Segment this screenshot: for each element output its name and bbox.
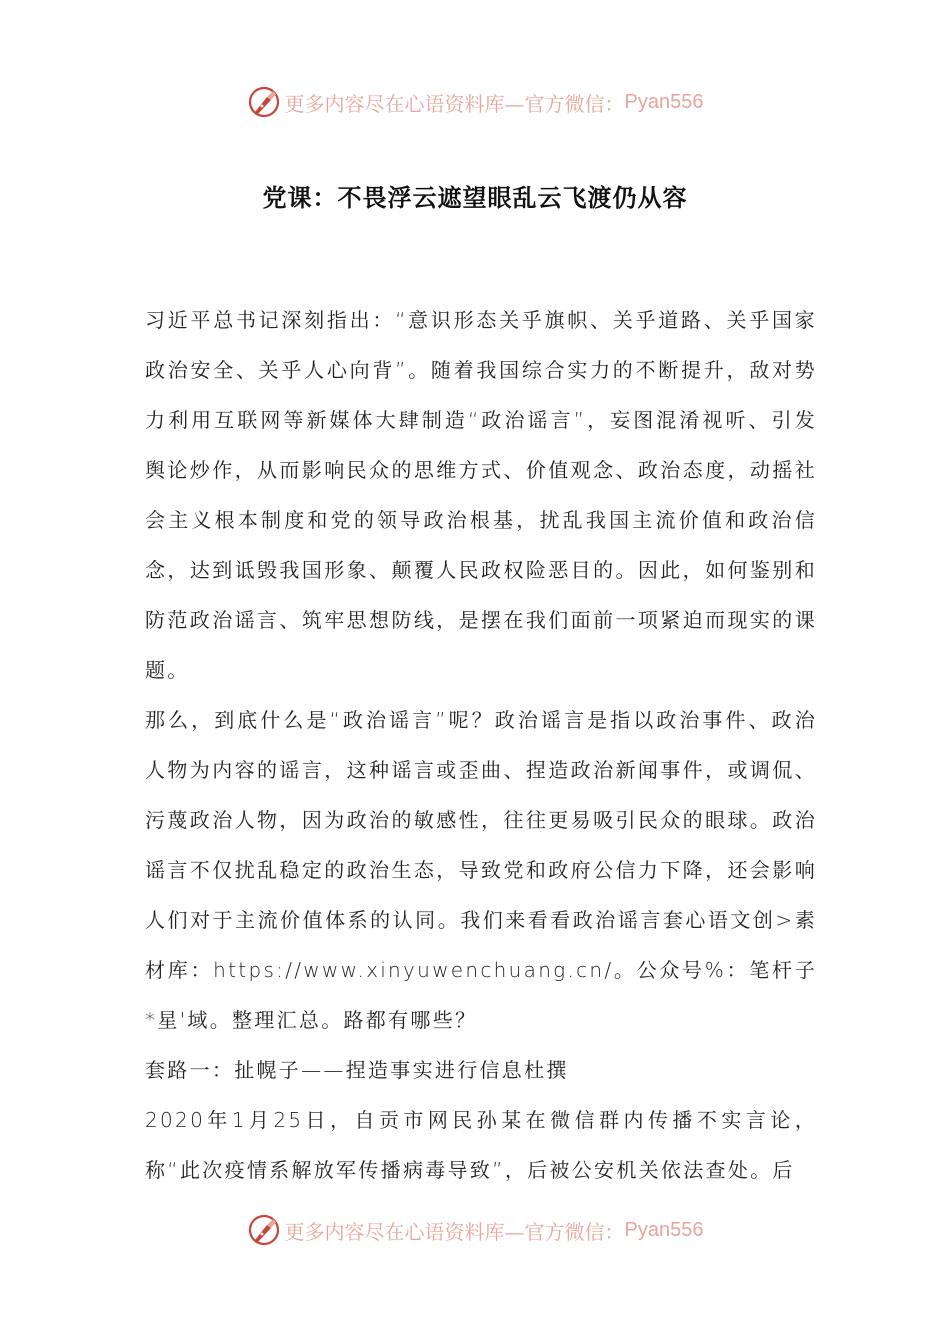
watermark-handle: Pyan556 <box>624 1218 704 1241</box>
watermark-text: 更多内容尽在心语资料库—官方微信： <box>284 91 625 116</box>
watermark-text: 更多内容尽在心语资料库—官方微信： <box>284 1219 625 1244</box>
paragraph: 习近平总书记深刻指出：“意识形态关乎旗帜、关乎道路、关乎国家政治安全、关乎人心向背”。随着我国综合实力的不断提升，敌对势力利用互联网等新媒体大肆制造“政治谣言”，妄图混淆视听、引发舆论炒作，从而影响民众的思维方式、价值观念、政治态度，动摇社会主义根本制度和党的领导政治根基，扰乱我国主流价值和政治信念，达到诋毁我国形象、颠覆人民政权险恶目的。因此，如何鉴别和防范政治谣言、筑牢思想防线，是摆在我们面前一项紧迫而现实的课题。 <box>145 308 817 682</box>
document-body <box>145 295 817 1195</box>
watermark-banner-top <box>0 82 950 122</box>
watermark-banner-bottom <box>0 1210 950 1250</box>
watermark-handle: Pyan556 <box>624 90 704 113</box>
paragraph: 那么，到底什么是“政治谣言”呢？政治谣言是指以政治事件、政治人物为内容的谣言，这种谣言或歪曲、捏造政治新闻事件，或调侃、污蔑政治人物，因为政治的敏感性，往往更易吸引民众的眼球。政治谣言不仅扰乱稳定的政治生态，导致党和政府公信力下降，还会影响人们对于主流价值体系的认同。我们来看看政治谣言套心语文创>素材库：https://www.xinyuwenchuang.cn/。公众号%：笔杆子*星'域。整理汇总。路都有哪些？ <box>145 708 817 1032</box>
pen-nib-logo-icon <box>247 1213 281 1247</box>
paragraph: 2020年1月25日，自贡市网民孙某在微信群内传播不实言论，称“此次疫情系解放军传播病毒导致”，后被公安机关依法查处。后 <box>145 1108 817 1182</box>
document-title: 党课：不畏浮云遮望眼乱云飞渡仍从容 <box>262 183 688 212</box>
pen-nib-logo-icon <box>247 85 281 119</box>
section-heading: 套路一：扯幌子——捏造事实进行信息杜撰 <box>145 1058 569 1082</box>
